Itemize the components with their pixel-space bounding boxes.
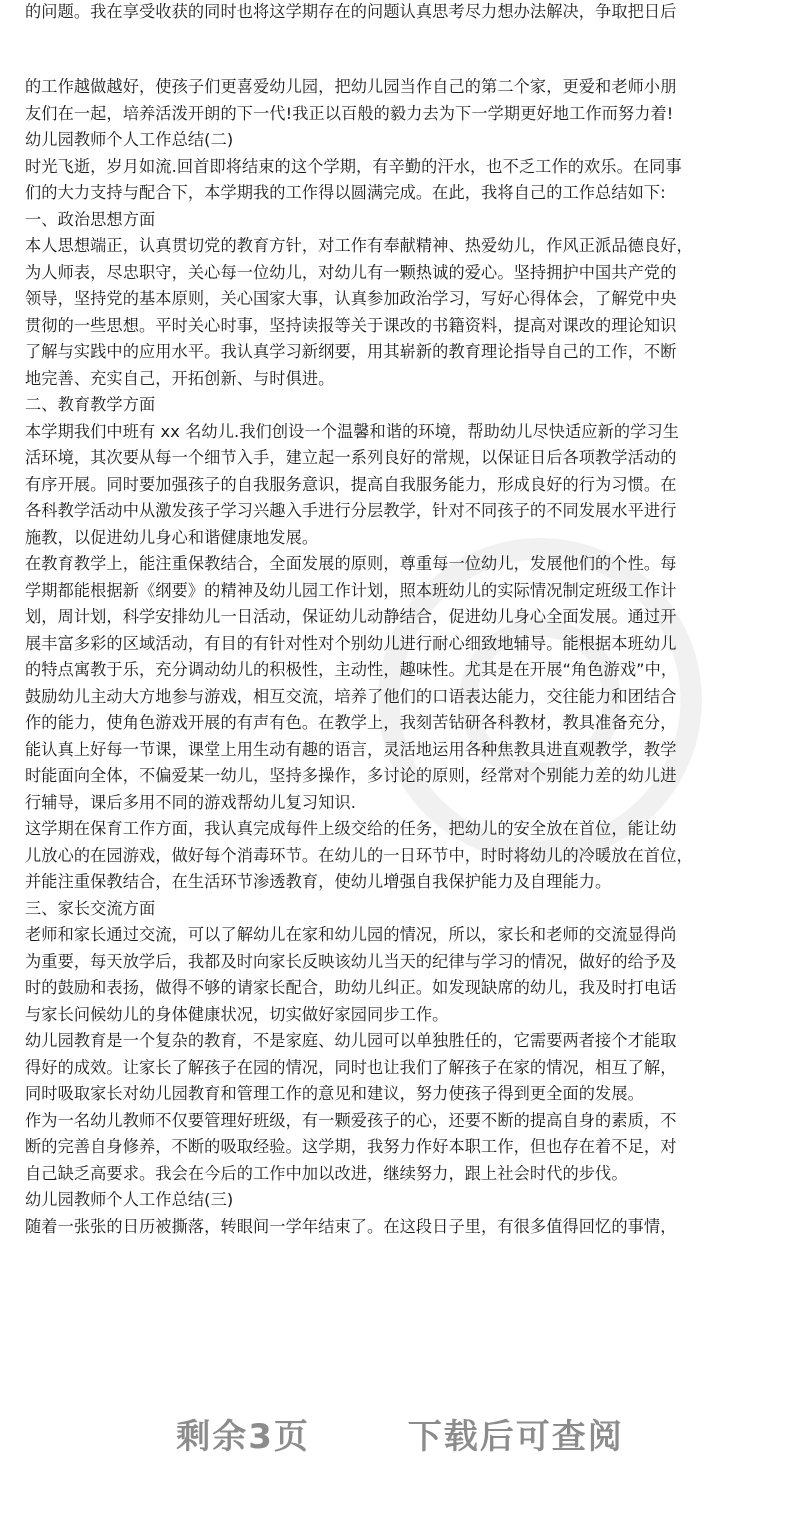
text-line: 作的能力，使角色游戏开展的有声有色。在教学上，我刻苦钻研各科教材，教具准备充分， xyxy=(25,713,677,732)
text-line: 同时吸取家长对幼儿园教育和管理工作的意见和建议，努力使孩子得到更全面的发展。 xyxy=(25,1084,644,1103)
text-line: 时能面向全体，不偏爱某一幼儿，坚持多操作，多讨论的原则，经常对个别能力差的幼儿进 xyxy=(25,766,677,785)
text-line: 作为一名幼儿教师不仅要管理好班级，有一颗爱孩子的心，还要不断的提高自身的素质，不 xyxy=(25,1110,677,1130)
text-line: 自己缺乏高要求。我会在今后的工作中加以改进，继续努力，跟上社会时代的步伐。 xyxy=(25,1163,628,1183)
text-line: 随着一张张的日历被撕落，转眼间一学年结束了。在这段日子里，有很多值得回忆的事情， xyxy=(25,1216,677,1236)
download-hint-text: 下载后可查阅 xyxy=(407,1417,624,1457)
text-line: 贯彻的一些思想。平时关心时事，坚持读报等关于课改的书籍资料，提高对课改的理论知识 xyxy=(25,315,677,335)
text-line: 三、家长交流方面 xyxy=(25,898,156,918)
text-line: 与家长问候幼儿的身体健康状况，切实做好家园同步工作。 xyxy=(25,1004,449,1024)
text-line: 一、政治思想方面 xyxy=(25,209,156,229)
text-line: 有序开展。同时要加强孩子的自我服务意识，提高自我服务能力，形成良好的行为习惯。在 xyxy=(25,474,677,494)
text-line: 学期都能根据新《纲要》的精神及幼儿园工作计划，照本班幼儿的实际情况制定班级工作计 xyxy=(25,580,677,600)
text-line: 为重要，每天放学后，我都及时向家长反映该幼儿当天的纪律与学习的情况，做好的给予及 xyxy=(25,951,677,971)
text-line: 二、教育教学方面 xyxy=(25,395,156,414)
text-line: 活环境，其次要从每一个细节入手，建立起一系列良好的常规，以保证日后各项教学活动的 xyxy=(25,448,677,467)
text-line: 的特点寓教于乐，充分调动幼儿的积极性，主动性，趣味性。尤其是在开展“角色游戏”中， xyxy=(25,660,678,679)
text-line: 老师和家长通过交流，可以了解幼儿在家和幼儿园的情况，所以，家长和老师的交流显得尚 xyxy=(25,925,677,944)
text-line: 本人思想端正，认真贯切党的教育方针，对工作有奉献精神、热爱幼儿，作风正派品德良好， xyxy=(25,236,693,255)
text-line: 时的鼓励和表扬，做得不够的请家长配合，助幼儿纠正。如发现缺席的幼儿，我及时打电话 xyxy=(25,978,677,997)
text-line: 这学期在保育工作方面，我认真完成每件上级交给的任务，把幼儿的安全放在首位，能让幼 xyxy=(25,819,677,838)
remaining-pages-text: 剩余3页 xyxy=(176,1417,310,1457)
text-line: 并能注重保教结合，在生活环节渗透教育，使幼儿增强自我保护能力及自理能力。 xyxy=(25,872,612,891)
text-block-main xyxy=(25,74,785,1240)
text-line: 施教，以促进幼儿身心和谐健康地发展。 xyxy=(25,527,319,547)
text-line: 能认真上好每一节课，课堂上用生动有趣的语言，灵活地运用各种焦教具进直观教学，教学 xyxy=(25,739,677,759)
text-line: 在教育教学上，能注重保教结合，全面发展的原则，尊重每一位幼儿，发展他们的个性。每 xyxy=(25,554,677,573)
text-line: 鼓励幼儿主动大方地参与游戏，相互交流，培养了他们的口语表达能力，交往能力和团结合 xyxy=(25,686,677,706)
text-block-top xyxy=(25,0,785,24)
text-line: 行辅导，课后多用不同的游戏帮幼儿复习知识. xyxy=(25,792,356,812)
text-line: 为人师表，尽忠职守，关心每一位幼儿，对幼儿有一颗热诚的爱心。坚持拥护中国共产党的 xyxy=(25,262,677,282)
text-line: 领导，坚持党的基本原则，关心国家大事，认真参加政治学习，写好心得体会，了解党中央 xyxy=(25,289,677,308)
text-line: 幼儿园教育是一个复杂的教育，不是家庭、幼儿园可以单独胜任的，它需要两者接个才能取 xyxy=(25,1031,677,1050)
text-line: 幼儿园教师个人工作总结(二) xyxy=(25,130,234,149)
text-line: 友们在一起，培养活泼开朗的下一代!我正以百般的毅力去为下一学期更好地工作而努力着! xyxy=(25,103,674,123)
text-line: 断的完善自身修养，不断的吸取经验。这学期，我努力作好本职工作，但也存在着不足，对 xyxy=(25,1137,677,1156)
text-line: 幼儿园教师个人工作总结(三) xyxy=(25,1190,234,1209)
text-line: 了解与实践中的应用水平。我认真学习新纲要，用其崭新的教育理论指导自己的工作，不断 xyxy=(25,342,677,361)
text-line: 的问题。我在享受收获的同时也将这学期存在的问题认真思考尽力想办法解决，争取把日后 xyxy=(25,2,677,21)
text-line: 本学期我们中班有 xx 名幼儿.我们创设一个温馨和谐的环境，帮助幼儿尽快适应新的学习生 xyxy=(25,421,680,441)
text-line: 得好的成效。让家长了解孩子在园的情况，同时也让我们了解孩子在家的情况，相互了解， xyxy=(25,1057,677,1077)
download-banner[interactable] xyxy=(0,1412,800,1462)
text-line: 儿放心的在园游戏，做好每个消毒环节。在幼儿的一日环节中，时时将幼儿的冷暖放在首位， xyxy=(25,845,693,865)
text-line: 时光飞逝，岁月如流.回首即将结束的这个学期，有辛勤的汗水，也不乏工作的欢乐。在同事 xyxy=(25,156,682,176)
text-line: 展丰富多彩的区域活动，有目的有针对性对个别幼儿进行耐心细致地辅导。能根据本班幼儿 xyxy=(25,633,677,653)
text-line: 的工作越做越好，使孩子们更喜爱幼儿园，把幼儿园当作自己的第二个家，更爱和老师小朋 xyxy=(25,77,677,96)
text-line: 各科教学活动中从激发孩子学习兴趣入手进行分层教学，针对不同孩子的不同发展水平进行 xyxy=(25,501,677,520)
text-line: 们的大力支持与配合下，本学期我的工作得以圆满完成。在此，我将自己的工作总结如下: xyxy=(25,183,666,202)
text-line: 地完善、充实自己，开拓创新、与时俱进。 xyxy=(25,368,335,388)
text-line: 划，周计划，科学安排幼儿一日活动，保证幼儿动静结合，促进幼儿身心全面发展。通过开 xyxy=(25,607,677,626)
